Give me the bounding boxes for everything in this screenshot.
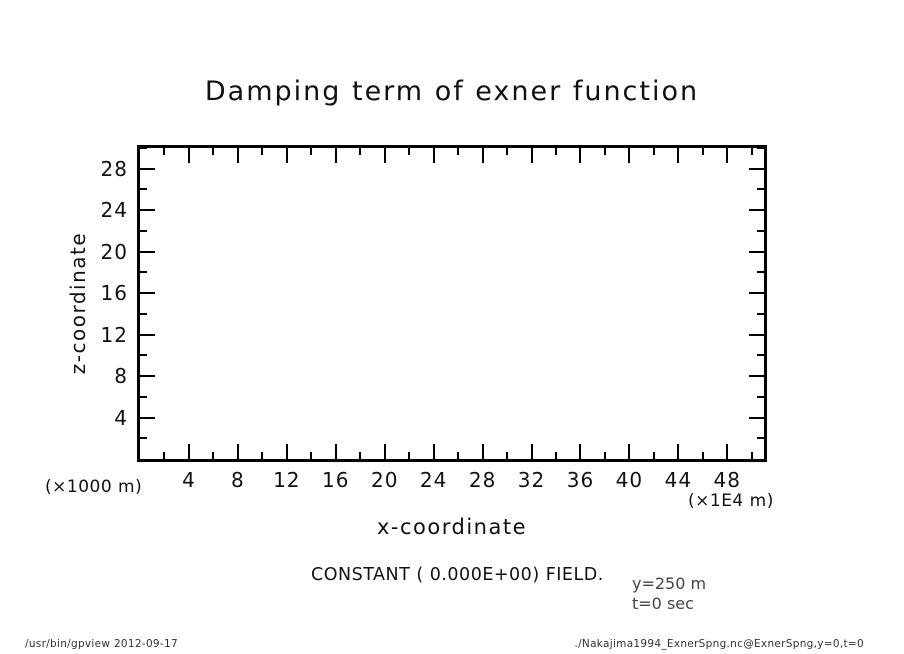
y-major-tick bbox=[749, 375, 764, 377]
x-tick-label: 8 bbox=[231, 468, 245, 492]
x-minor-tick bbox=[310, 452, 312, 459]
y-minor-tick bbox=[757, 437, 764, 439]
x-tick-label: 40 bbox=[615, 468, 644, 492]
y-major-tick bbox=[140, 375, 155, 377]
y-major-tick bbox=[140, 168, 155, 170]
y-minor-tick bbox=[140, 354, 147, 356]
y-minor-tick bbox=[757, 147, 764, 149]
x-major-tick bbox=[433, 444, 435, 459]
y-minor-tick bbox=[757, 188, 764, 190]
y-major-tick bbox=[749, 292, 764, 294]
y-minor-tick bbox=[140, 271, 147, 273]
y-major-tick bbox=[749, 209, 764, 211]
x-minor-tick bbox=[359, 148, 361, 155]
x-major-tick bbox=[237, 148, 239, 163]
x-major-tick bbox=[237, 444, 239, 459]
x-minor-tick bbox=[212, 452, 214, 459]
x-minor-tick bbox=[653, 452, 655, 459]
y-major-tick bbox=[140, 292, 155, 294]
y-minor-tick bbox=[757, 354, 764, 356]
x-axis-label: x-coordinate bbox=[376, 515, 527, 539]
y-axis-label: z-coordinate bbox=[66, 231, 90, 375]
x-major-tick bbox=[628, 444, 630, 459]
x-minor-tick bbox=[408, 452, 410, 459]
y-tick-label: 24 bbox=[100, 198, 128, 223]
y-tick-label: 16 bbox=[100, 281, 128, 306]
y-major-tick bbox=[749, 334, 764, 336]
y-major-tick bbox=[749, 251, 764, 253]
y-minor-tick bbox=[757, 230, 764, 232]
x-tick-label: 24 bbox=[419, 468, 448, 492]
x-major-tick bbox=[188, 444, 190, 459]
footer-command-line: /usr/bin/gpview 2012-09-17 bbox=[25, 638, 178, 650]
y-minor-tick bbox=[757, 271, 764, 273]
y-major-tick bbox=[140, 417, 155, 419]
x-tick-label: 16 bbox=[322, 468, 350, 492]
x-tick-label: 20 bbox=[370, 468, 399, 492]
x-major-tick bbox=[579, 444, 581, 459]
plot-title: Damping term of exner function bbox=[204, 76, 700, 107]
y-minor-tick bbox=[140, 313, 147, 315]
x-minor-tick bbox=[506, 148, 508, 155]
x-major-tick bbox=[531, 148, 533, 163]
x-minor-tick bbox=[604, 452, 606, 459]
x-major-tick bbox=[433, 148, 435, 163]
x-minor-tick bbox=[555, 452, 557, 459]
x-major-tick bbox=[335, 148, 337, 163]
y-major-tick bbox=[140, 251, 155, 253]
y-tick-label: 4 bbox=[114, 405, 128, 430]
x-tick-label: 12 bbox=[273, 468, 301, 492]
x-minor-tick bbox=[310, 148, 312, 155]
y-tick-label: 20 bbox=[100, 239, 128, 264]
x-tick-label: 32 bbox=[517, 468, 546, 492]
x-minor-tick bbox=[506, 452, 508, 459]
time-annotation: t=0 sec bbox=[632, 594, 694, 613]
x-major-tick bbox=[384, 444, 386, 459]
y-minor-tick bbox=[140, 230, 147, 232]
constant-field-note: CONSTANT ( 0.000E+00) FIELD. bbox=[311, 565, 604, 585]
x-minor-tick bbox=[212, 148, 214, 155]
x-major-tick bbox=[188, 148, 190, 163]
x-tick-label: 48 bbox=[713, 468, 741, 492]
y-major-tick bbox=[140, 334, 155, 336]
x-minor-tick bbox=[261, 148, 263, 155]
x-tick-label: 44 bbox=[664, 468, 693, 492]
y-minor-tick bbox=[757, 313, 764, 315]
x-minor-tick bbox=[359, 452, 361, 459]
x-major-tick bbox=[482, 148, 484, 163]
y-major-tick bbox=[749, 417, 764, 419]
y-minor-tick bbox=[140, 396, 147, 398]
x-major-tick bbox=[482, 444, 484, 459]
x-tick-label: 28 bbox=[468, 468, 497, 492]
x-minor-tick bbox=[702, 148, 704, 155]
x-major-tick bbox=[628, 148, 630, 163]
x-major-tick bbox=[677, 444, 679, 459]
y-axis-unit-label: (×1000 m) bbox=[45, 477, 143, 497]
x-major-tick bbox=[335, 444, 337, 459]
x-minor-tick bbox=[261, 452, 263, 459]
slice-annotation: y=250 m bbox=[632, 574, 707, 593]
x-minor-tick bbox=[163, 148, 165, 155]
x-minor-tick bbox=[457, 148, 459, 155]
y-minor-tick bbox=[140, 147, 147, 149]
x-major-tick bbox=[677, 148, 679, 163]
x-major-tick bbox=[531, 444, 533, 459]
y-minor-tick bbox=[140, 437, 147, 439]
y-tick-label: 8 bbox=[114, 364, 128, 389]
x-minor-tick bbox=[751, 452, 753, 459]
y-minor-tick bbox=[140, 188, 147, 190]
y-tick-label: 12 bbox=[100, 322, 128, 347]
x-major-tick bbox=[579, 148, 581, 163]
x-minor-tick bbox=[604, 148, 606, 155]
footer-data-source: ./Nakajima1994_ExnerSpng.nc@ExnerSpng,y=0,t=0 bbox=[574, 638, 864, 650]
x-tick-label: 36 bbox=[566, 468, 595, 492]
x-major-tick bbox=[726, 444, 728, 459]
x-major-tick bbox=[384, 148, 386, 163]
x-tick-label: 4 bbox=[182, 468, 196, 492]
plot-frame bbox=[137, 145, 767, 462]
y-major-tick bbox=[749, 168, 764, 170]
x-major-tick bbox=[286, 444, 288, 459]
x-minor-tick bbox=[653, 148, 655, 155]
x-minor-tick bbox=[702, 452, 704, 459]
x-major-tick bbox=[286, 148, 288, 163]
x-minor-tick bbox=[457, 452, 459, 459]
x-minor-tick bbox=[163, 452, 165, 459]
y-major-tick bbox=[140, 209, 155, 211]
x-minor-tick bbox=[555, 148, 557, 155]
x-axis-unit-label: (×1E4 m) bbox=[688, 491, 774, 511]
x-minor-tick bbox=[751, 148, 753, 155]
x-major-tick bbox=[726, 148, 728, 163]
y-minor-tick bbox=[757, 396, 764, 398]
y-tick-label: 28 bbox=[100, 156, 128, 181]
x-minor-tick bbox=[408, 148, 410, 155]
